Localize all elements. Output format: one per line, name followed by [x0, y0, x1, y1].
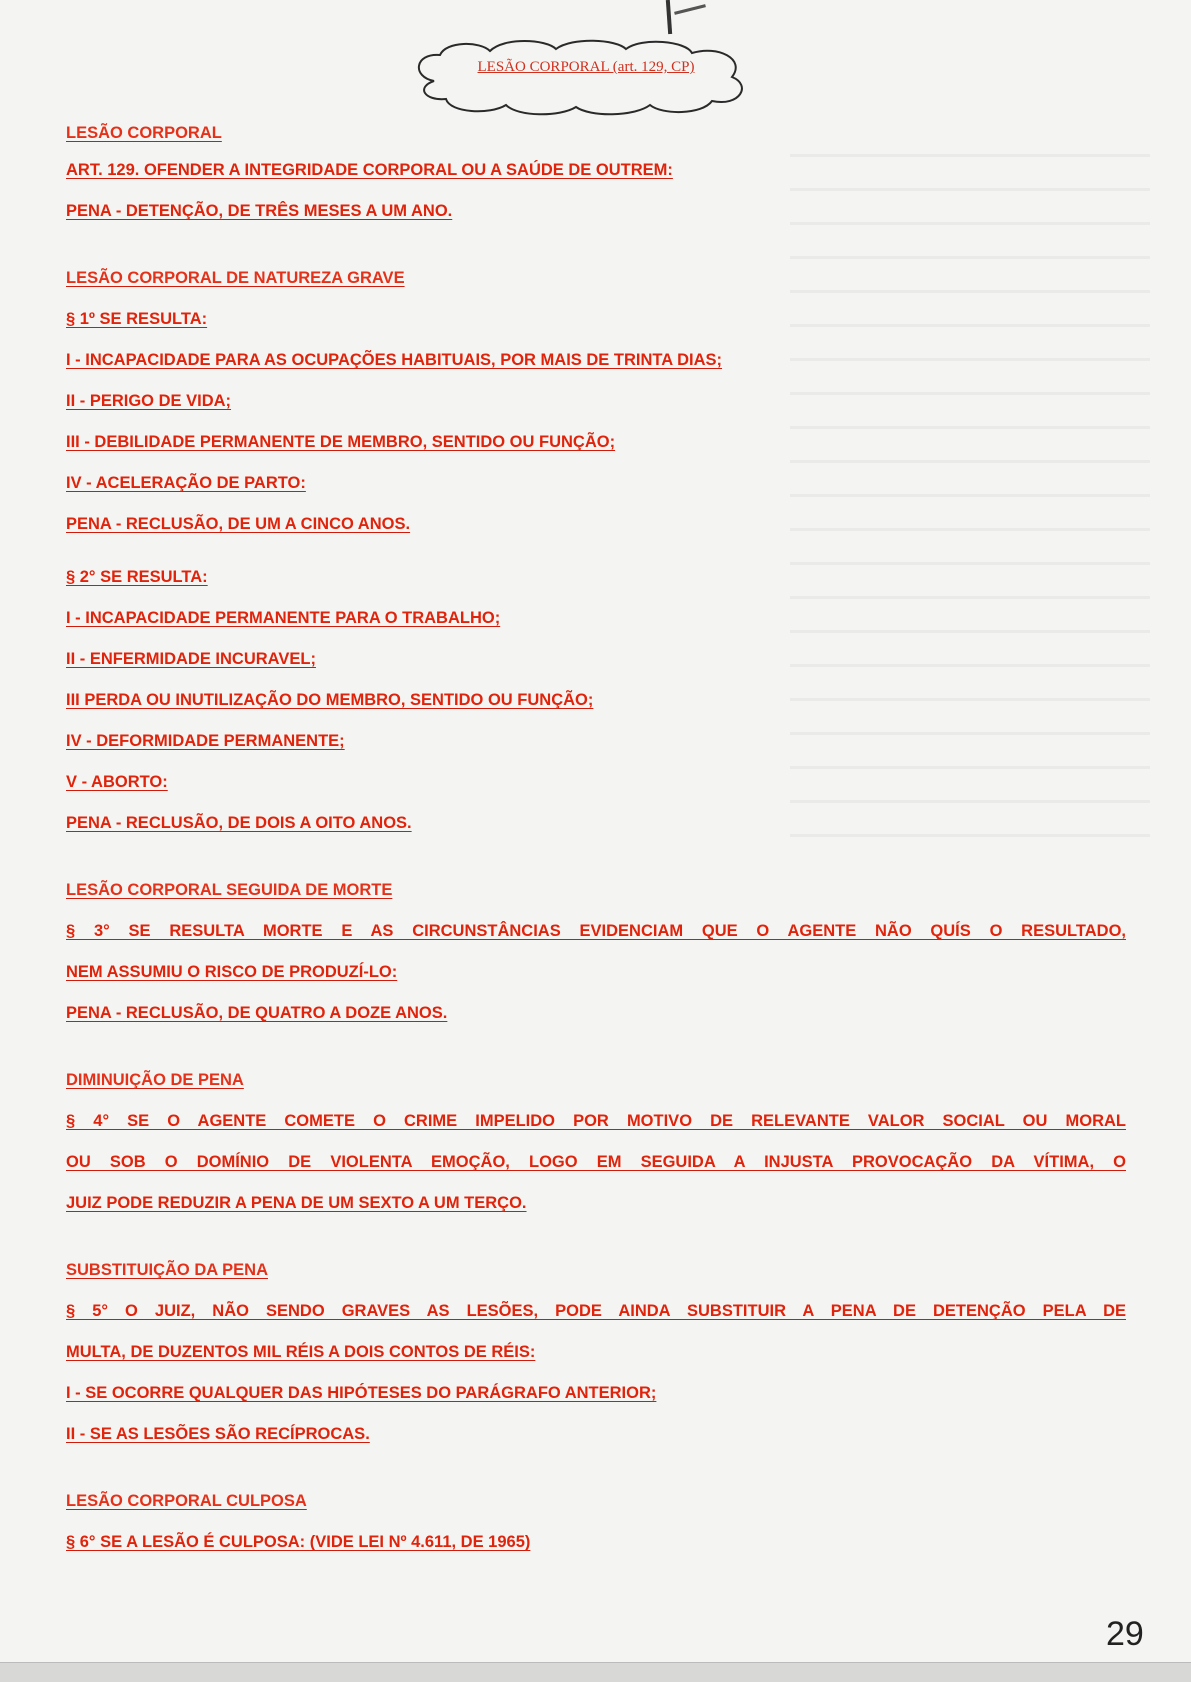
scan-edge	[0, 1662, 1191, 1682]
section-heading: SUBSTITUIÇÃO DA PENA	[66, 1261, 268, 1279]
item-line: II - PERIGO DE VIDA;	[66, 392, 232, 410]
paragraph-line: NEM ASSUMIU O RISCO DE PRODUZÍ-LO:	[66, 963, 398, 981]
paragraph-line: § 5° O JUIZ, NÃO SENDO GRAVES AS LESÕES, PODE AINDA SUBSTITUIR A PENA DE DETENÇÃO PELA DE	[66, 1302, 1126, 1320]
page-number: 29	[1106, 1615, 1144, 1653]
paragraph-line: § 2° SE RESULTA:	[66, 568, 208, 586]
item-line: II - SE AS LESÕES SÃO RECÍPROCAS.	[66, 1425, 370, 1443]
paragraph-line: JUIZ PODE REDUZIR A PENA DE UM SEXTO A UM TERÇO.	[66, 1194, 527, 1212]
item-line: V - ABORTO:	[66, 773, 168, 791]
penalty-line: PENA - RECLUSÃO, DE DOIS A OITO ANOS.	[66, 814, 412, 832]
item-line: II - ENFERMIDADE INCURAVEL;	[66, 650, 316, 668]
section-heading: LESÃO CORPORAL CULPOSA	[66, 1492, 307, 1510]
paragraph-line: § 3° SE RESULTA MORTE E AS CIRCUNSTÂNCIAS EVIDENCIAM QUE O AGENTE NÃO QUÍS O RESULTADO,	[66, 922, 1126, 940]
item-line: III - DEBILIDADE PERMANENTE DE MEMBRO, SENTIDO OU FUNÇÃO;	[66, 433, 616, 451]
paragraph-line: OU SOB O DOMÍNIO DE VIOLENTA EMOÇÃO, LOGO EM SEGUIDA A INJUSTA PROVOCAÇÃO DA VÍTIMA, O	[66, 1153, 1126, 1171]
cloud-title: LESÃO CORPORAL (art. 129, CP)	[477, 59, 695, 75]
pen-mark	[666, 0, 672, 34]
paragraph-line: MULTA, DE DUZENTOS MIL RÉIS A DOIS CONTOS DE RÉIS:	[66, 1343, 536, 1361]
section-heading: LESÃO CORPORAL DE NATUREZA GRAVE	[66, 269, 405, 287]
item-line: IV - ACELERAÇÃO DE PARTO:	[66, 474, 306, 492]
penalty-line: PENA - RECLUSÃO, DE QUATRO A DOZE ANOS.	[66, 1004, 448, 1022]
section-heading: LESÃO CORPORAL SEGUIDA DE MORTE	[66, 881, 393, 899]
section-heading: LESÃO CORPORAL	[66, 124, 222, 142]
item-line: IV - DEFORMIDADE PERMANENTE;	[66, 732, 345, 750]
paragraph-line: § 4° SE O AGENTE COMETE O CRIME IMPELIDO POR MOTIVO DE RELEVANTE VALOR SOCIAL OU MORAL	[66, 1112, 1126, 1130]
paragraph-line: § 6° SE A LESÃO É CULPOSA: (VIDE LEI Nº 4.611, DE 1965)	[66, 1533, 531, 1551]
pen-mark-stroke	[674, 4, 706, 15]
article-line: ART. 129. OFENDER A INTEGRIDADE CORPORAL OU A SAÚDE DE OUTREM:	[66, 161, 673, 179]
cloud-frame	[406, 37, 766, 117]
law-text	[66, 116, 1126, 1563]
item-line: III PERDA OU INUTILIZAÇÃO DO MEMBRO, SENTIDO OU FUNÇÃO;	[66, 691, 594, 709]
item-line: I - SE OCORRE QUALQUER DAS HIPÓTESES DO PARÁGRAFO ANTERIOR;	[66, 1384, 657, 1402]
item-line: I - INCAPACIDADE PERMANENTE PARA O TRABALHO;	[66, 609, 501, 627]
penalty-line: PENA - DETENÇÃO, DE TRÊS MESES A UM ANO.	[66, 202, 453, 220]
item-line: I - INCAPACIDADE PARA AS OCUPAÇÕES HABITUAIS, POR MAIS DE TRINTA DIAS;	[66, 351, 723, 369]
section-heading: DIMINUIÇÃO DE PENA	[66, 1071, 244, 1089]
paragraph-line: § 1º SE RESULTA:	[66, 310, 208, 328]
penalty-line: PENA - RECLUSÃO, DE UM A CINCO ANOS.	[66, 515, 411, 533]
